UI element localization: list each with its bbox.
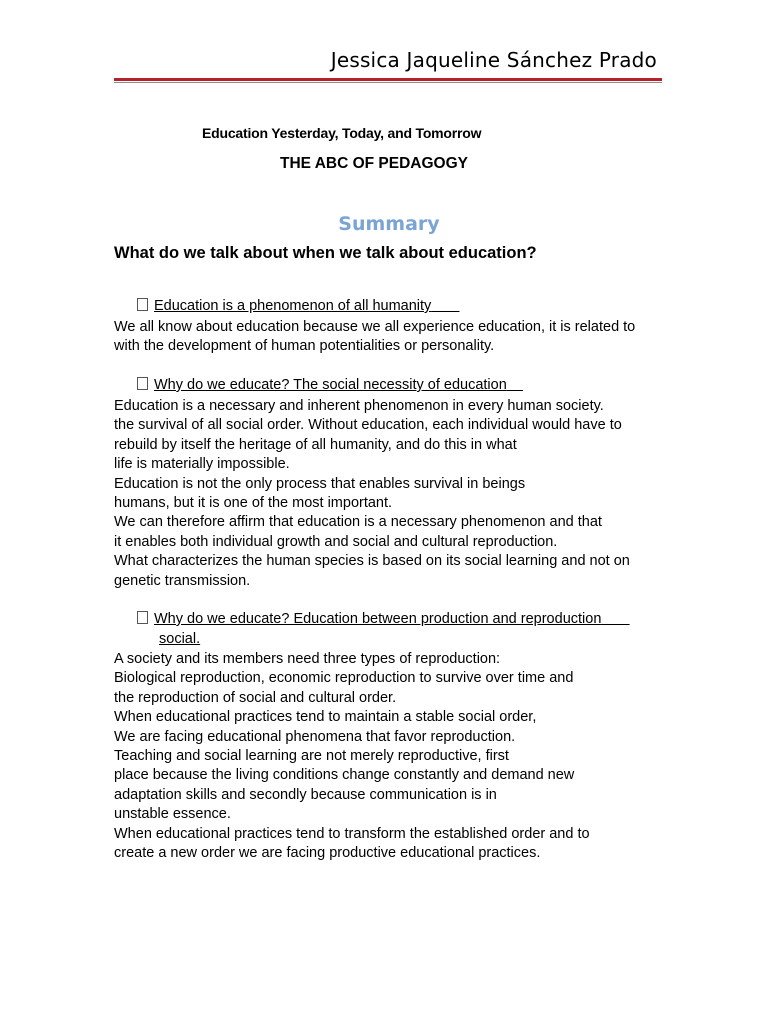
main-question: What do we talk about when we talk about education?	[114, 244, 537, 262]
section-3-heading-continuation: social.	[159, 631, 201, 647]
body-line: We are facing educational phenomena that favor reproduction.	[114, 728, 516, 745]
body-line: humans, but it is one of the most important.	[114, 495, 393, 512]
summary-heading: Summary	[338, 213, 440, 235]
checkbox-bullet-icon	[137, 298, 148, 311]
body-line: the reproduction of social and cultural order.	[114, 689, 397, 706]
body-line: rebuild by itself the heritage of all humanity, and do this in what	[114, 436, 517, 453]
section-2-body	[114, 397, 650, 591]
section-3-heading	[137, 611, 630, 627]
body-line: it enables both individual growth and social and cultural reproduction.	[114, 533, 558, 550]
body-line: We can therefore affirm that education is a necessary phenomenon and that	[114, 514, 602, 531]
body-line: life is materially impossible.	[114, 456, 290, 473]
body-line: Teaching and social learning are not merely reproductive, first	[114, 748, 509, 765]
checkbox-bullet-icon	[137, 611, 148, 624]
section-2-heading-text: Why do we educate? The social necessity of education	[154, 377, 507, 393]
section-2-heading	[137, 377, 523, 393]
body-line: the survival of all social order. Without education, each individual would have to	[114, 417, 622, 434]
section-1-body	[114, 318, 650, 357]
header-rule-gray	[114, 82, 662, 83]
body-line: A society and its members need three types of reproduction:	[114, 651, 501, 667]
section-1-heading-text: Education is a phenomenon of all humanity	[154, 298, 432, 314]
body-line: create a new order we are facing productive educational practices.	[114, 845, 541, 862]
body-line: with the development of human potentialities or personality.	[114, 338, 495, 355]
body-line: adaptation skills and secondly because communication is in	[114, 786, 497, 803]
author-name: Jessica Jaqueline Sánchez Prado	[330, 48, 657, 72]
body-line: Biological reproduction, economic reproduction to survive over time and	[114, 670, 574, 687]
section-3-body	[114, 650, 650, 863]
book-title: Education Yesterday, Today, and Tomorrow	[202, 125, 482, 141]
body-line: We all know about education because we all experience education, it is related to	[114, 319, 636, 335]
header-rule-red	[114, 78, 662, 81]
body-line: When educational practices tend to transform the established order and to	[114, 825, 590, 842]
body-line: genetic transmission.	[114, 572, 251, 589]
document-subtitle: THE ABC OF PEDAGOGY	[279, 155, 469, 172]
body-line: Education is a necessary and inherent phenomenon in every human society.	[114, 398, 604, 414]
section-1-heading	[137, 298, 460, 314]
body-line: When educational practices tend to maintain a stable social order,	[114, 709, 537, 726]
section-3-heading-text: Why do we educate? Education between production and reproduction	[154, 611, 602, 627]
body-line: Education is not the only process that enables survival in beings	[114, 475, 526, 492]
body-line: unstable essence.	[114, 806, 231, 823]
checkbox-bullet-icon	[137, 377, 148, 390]
body-line: place because the living conditions change constantly and demand new	[114, 767, 575, 784]
body-line: What characterizes the human species is based on its social learning and not on	[114, 553, 630, 570]
